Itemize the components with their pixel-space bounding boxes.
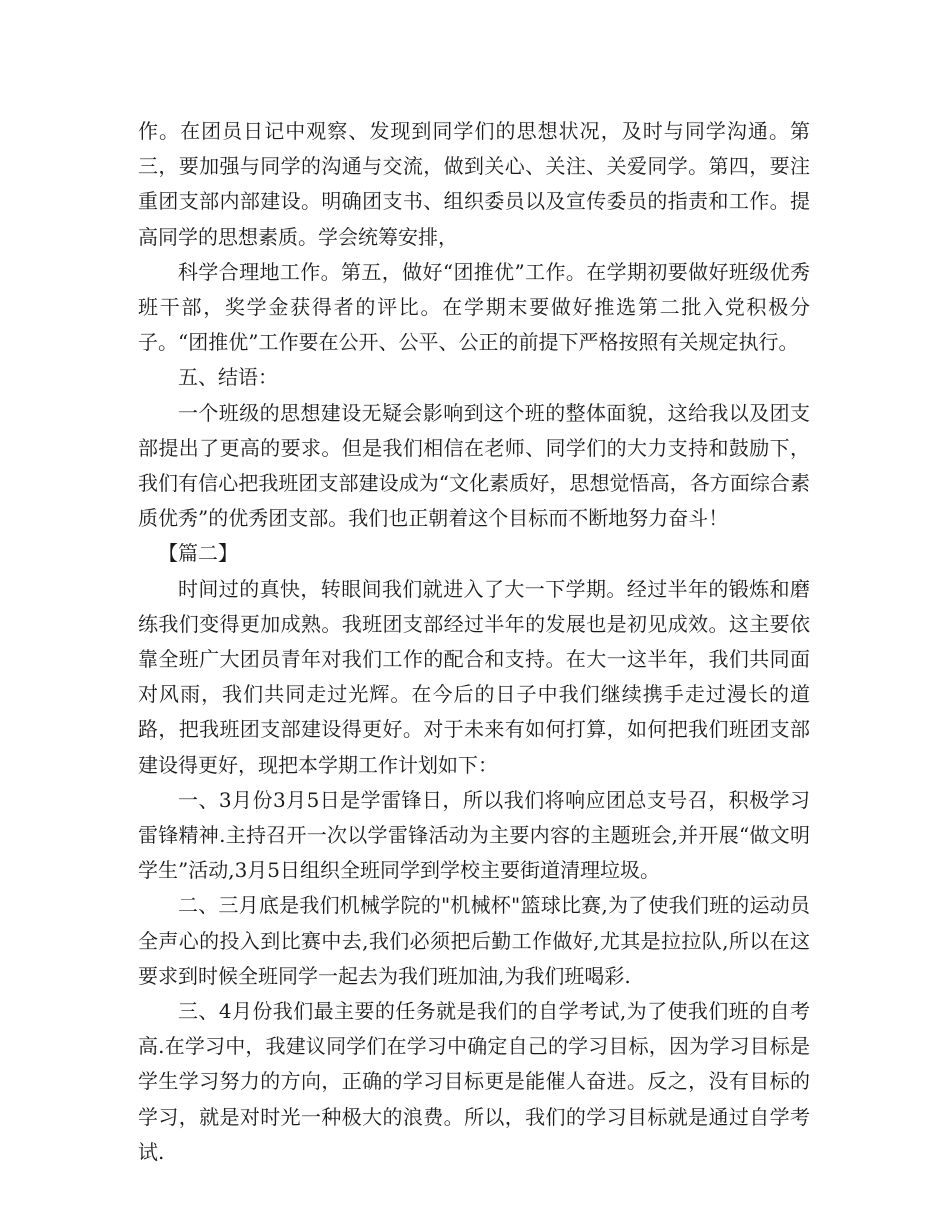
- paragraph-item-one: 一、3月份3月5日是学雷锋日，所以我们将响应团总支号召，积极学习雷锋精神.主持召开一次以学雷锋活动为主要内容的主题班会,并开展“做文明学生”活动,3月5日组织全班同学到学校主要街道清理垃圾。: [138, 787, 810, 883]
- paragraph-fifth-point: 科学合理地工作。第五，做好“团推优”工作。在学期初要做好班级优秀班干部，奖学金获得者的评比。在学期末要做好推选第二批入党积极分子。“团推优”工作要在公开、公平、公正的前提下严格按照有关规定执行。: [138, 259, 810, 355]
- paragraph-continuation: 作。在团员日记中观察、发现到同学们的思想状况，及时与同学沟通。第三，要加强与同学的沟通与交流，做到关心、关注、关爱同学。第四，要注重团支部内部建设。明确团支书、组织委员以及宣传委员的指责和工作。提高同学的思想素质。学会统筹安排，: [138, 119, 810, 249]
- paragraph-item-two: 二、三月底是我们机械学院的"机械杯"篮球比赛,为了使我们班的运动员全声心的投入到比赛中去,我们必须把后勤工作做好,尤其是拉拉队,所以在这要求到时候全班同学一起去为我们班加油,为我们班喝彩.: [138, 893, 810, 988]
- section-heading-conclusion: 五、结语：: [178, 365, 278, 390]
- section-tag-part-two: 【篇二】: [158, 541, 238, 566]
- paragraph-conclusion: 一个班级的思想建设无疑会影响到这个班的整体面貌，这给我以及团支部提出了更高的要求。但是我们相信在老师、同学们的大力支持和鼓励下，我们有信心把我班团支部建设成为“文化素质好，思想觉悟高，各方面综合素质优秀”的优秀团支部。我们也正朝着这个目标而不断地努力奋斗！: [138, 400, 810, 531]
- document-body: [138, 114, 810, 1170]
- paragraph-intro: 时间过的真快，转眼间我们就进入了大一下学期。经过半年的锻炼和磨练我们变得更加成熟。我班团支部经过半年的发展也是初见成效。这主要依靠全班广大团员青年对我们工作的配合和支持。在大一这半年，我们共同面对风雨，我们共同走过光辉。在今后的日子中我们继续携手走过漫长的道路，把我班团支部建设得更好。对于未来有如何打算，如何把我们班团支部建设得更好，现把本学期工作计划如下：: [138, 576, 810, 777]
- paragraph-item-three: 三、4月份我们最主要的任务就是我们的自学考试,为了使我们班的自考高.在学习中，我建议同学们在学习中确定自己的学习目标，因为学习目标是学生学习努力的方向，正确的学习目标更是能催人奋进。反之，没有目标的学习，就是对时光一种极大的浪费。所以，我们的学习目标就是通过自学考试.: [138, 999, 810, 1164]
